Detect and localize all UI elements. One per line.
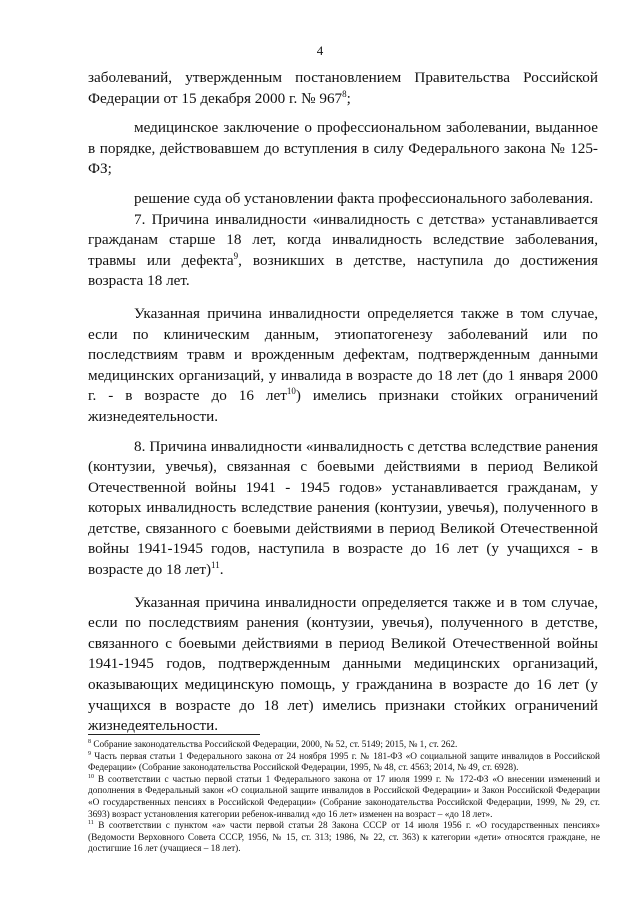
footnote-ref-9: 9	[233, 250, 239, 261]
footnote-text: В соответствии с пунктом «а» части первой статьи 28 Закона СССР от 14 июля 1956 г. «О государственных пенсиях» (Ведомости Верховного Совета СССР, 1956, № 15, ст. 313; 1986, № 22, ст. 363) к категории «дети» относятся граждане, не достигшие 16 лет (учащиеся – 18 лет).	[88, 821, 600, 855]
footnote-8	[88, 740, 600, 752]
paragraph-item-8-extension: Указанная причина инвалидности определяется также и в том случае, если по последствиям ранения (контузии, увечья), полученного в детстве, связанного с боевыми действиями в период Великой Отечественной войны 1941-1945 годов, подтвержденным данными медицинских организаций, оказывающих медицинскую помощь, у гражданина в возрасте до 16 лет (у учащихся в возрасте до 18 лет) имелись признаки стойких ограничений жизнедеятельности.	[88, 593, 598, 735]
paragraph-text: 7. Причина инвалидности «инвалидность с детства» устанавливается гражданам старше 18 лет, когда инвалидность вследствие заболевания, травмы или дефекта	[88, 210, 598, 269]
paragraph-item-7	[88, 210, 598, 292]
footnote-divider	[88, 734, 260, 735]
paragraph-continuation	[88, 68, 598, 109]
footnote-ref-11: 11	[211, 560, 220, 570]
footnote-marker: 9	[88, 750, 91, 757]
paragraph-text-end: , возникших в детстве, наступила до достижения возраста 18 лет.	[88, 251, 598, 290]
paragraph-text-end: ;	[346, 89, 351, 107]
page-number: 4	[316, 43, 324, 58]
footnote-ref-8: 8	[342, 88, 347, 99]
document-body	[88, 68, 598, 737]
paragraph-item-7-extension	[88, 304, 598, 428]
paragraph-medical-conclusion: медицинское заключение о профессиональном заболевании, выданное в порядке, действовавшем до вступления в силу Федерального закона № 125-ФЗ;	[88, 119, 598, 178]
footnotes	[88, 740, 600, 856]
footnote-marker: 10	[88, 773, 94, 780]
paragraph-text-end: .	[219, 561, 224, 579]
footnote-text: В соответствии с частью первой статьи 1 Федерального закона от 17 июля 1999 г. № 172-ФЗ «О внесении изменений и дополнения в Федеральный закон «О социальной защите инвалидов в Российской Федерации» и Закон Российской Федерации «О государственных пенсиях в Российской Федерации» (Собрание законодательства Российской Федерации, 1999, № 29, ст. 3693) возраст установления категории ребенок-инвалид «до 16 лет» изменен на возраст – «до 18 лет».	[88, 774, 600, 820]
paragraph-text: заболеваний, утвержденным постановлением Правительства Российской Федерации от 15 декабря 2000 г. № 967	[88, 69, 598, 107]
footnote-marker: 11	[88, 820, 94, 827]
footnote-marker: 8	[88, 738, 91, 745]
paragraph-item-8	[88, 437, 598, 581]
footnote-ref-10: 10	[286, 386, 296, 397]
footnote-text: Часть первая статьи 1 Федерального закона от 24 ноября 1995 г. № 181-ФЗ «О социальной защите инвалидов в Российской Федерации» (Собрание законодательства Российской Федерации, 1995, № 48, ст. 4563; 2014, № 49, ст. 6928).	[88, 751, 600, 774]
paragraph-court-decision: решение суда об установлении факта профессионального заболевания.	[134, 189, 594, 207]
paragraph-text-end: ) имелись признаки стойких ограничений жизнедеятельности.	[88, 387, 598, 425]
footnote-11	[88, 821, 600, 856]
footnote-9	[88, 752, 600, 775]
footnote-text: Собрание законодательства Российской Федерации, 2000, № 52, ст. 5149; 2015, № 1, ст. 262.	[91, 740, 458, 750]
paragraph-text: 8. Причина инвалидности «инвалидность с детства вследствие ранения (контузии, увечья), связанная с боевыми действиями в период Великой Отечественной войны 1941 - 1945 годов» устанавливается гражданам, у которых инвалидность вследствие ранения (контузии, увечья), полученного в детстве, связанного с боевыми действиями в период Великой Отечественной войны 1941-1945 годов, наступила в возрасте до 16 лет (у учащихся - в возрасте до 18 лет)	[88, 437, 598, 579]
footnote-10	[88, 775, 600, 821]
paragraph-text: Указанная причина инвалидности определяется также в том случае, если по клиническим данным, этиопатогенезу заболеваний или по последствиям травм и врожденным дефектам, подтвержденным данными медицинских организаций, у инвалида в возрасте до 18 лет (до 1 января 2000 г. - в возрасте до 16 лет	[88, 304, 598, 405]
